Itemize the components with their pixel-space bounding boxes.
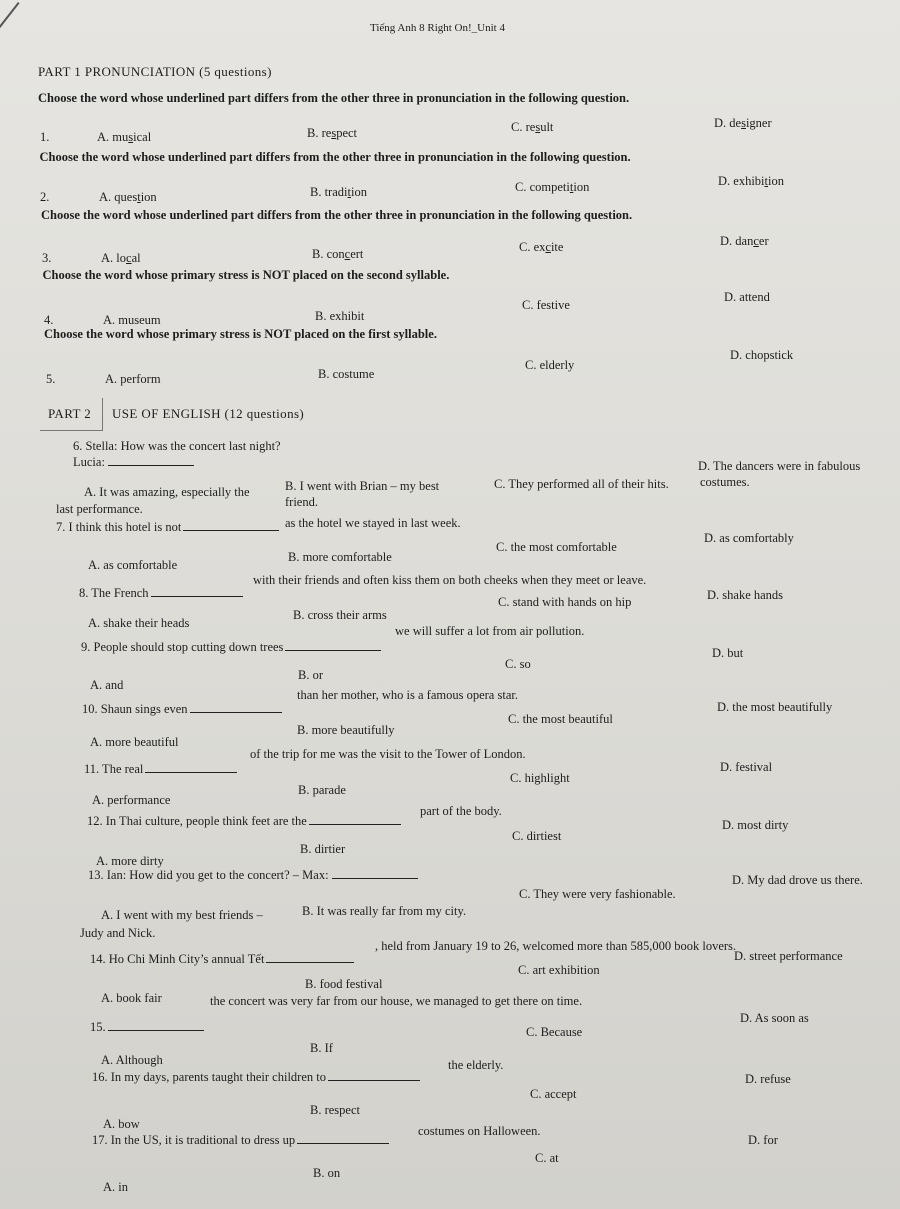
underlined-letter: s	[128, 130, 134, 144]
q16-stem-text: 16. In my days, parents taught their children to	[92, 1070, 326, 1084]
q16-option-a[interactable]: A. bow	[103, 1117, 140, 1131]
underlined-letter: t	[347, 185, 351, 199]
q15-option-d[interactable]: D. As soon as	[740, 1011, 809, 1025]
option-text: D. de	[714, 116, 742, 130]
q14-option-c[interactable]: C. art exhibition	[518, 963, 600, 977]
option-text: A. ques	[99, 190, 138, 204]
q13-option-d[interactable]: D. My dad drove us there.	[732, 873, 863, 887]
q14-stem-continuation: , held from January 19 to 26, welcomed more than 585,000 book lovers.	[375, 939, 737, 953]
q12-blank[interactable]	[309, 814, 401, 825]
q6-stem: 6. Stella: How was the concert last night?	[73, 439, 281, 453]
option-text: A. mu	[97, 130, 129, 144]
q17-option-b[interactable]: B. on	[313, 1166, 341, 1180]
q6-lucia	[73, 455, 194, 470]
q6-option-b-line2[interactable]: friend.	[285, 495, 318, 509]
q2-option-d[interactable]	[718, 174, 784, 189]
pen-mark	[0, 2, 20, 43]
q11-option-d[interactable]: D. festival	[720, 760, 773, 774]
underlined-letter: t	[569, 180, 574, 194]
q8-option-d[interactable]: D. shake hands	[707, 588, 784, 602]
underlined-letter: t	[764, 174, 769, 188]
option-text: C. ex	[519, 240, 546, 254]
q2-option-b[interactable]	[310, 185, 367, 200]
underlined-letter: s	[331, 126, 337, 140]
underlined-letter: t	[137, 190, 141, 204]
q13-blank[interactable]	[332, 868, 418, 879]
q10-stem-continuation: than her mother, who is a famous opera star.	[297, 688, 518, 702]
q8-stem-text: 8. The French	[79, 586, 149, 600]
q4-option-d[interactable]	[724, 290, 770, 305]
q12-option-d[interactable]: D. most dirty	[722, 818, 789, 832]
q17-option-d[interactable]: D. for	[748, 1133, 778, 1147]
q7-stem-continuation: as the hotel we stayed in last week.	[285, 516, 461, 530]
q17-stem-continuation: costumes on Halloween.	[418, 1124, 541, 1138]
q16-stem	[92, 1070, 420, 1085]
q17-option-a[interactable]: A. in	[103, 1180, 128, 1194]
q1-instruction: Choose the word whose underlined part differs from the other three in pronunciation in the following question.	[38, 91, 630, 105]
q15-option-b[interactable]: B. If	[310, 1041, 333, 1055]
q9-stem-continuation: we will suffer a lot from air pollution.	[395, 624, 585, 638]
q4-option-b[interactable]	[315, 309, 364, 324]
q2-option-c[interactable]	[515, 180, 589, 195]
option-text: C. re	[511, 120, 536, 134]
option-text: ion	[768, 174, 784, 188]
q7-option-b[interactable]: B. more comfortable	[288, 550, 392, 564]
q6-option-b-line1[interactable]: B. I went with Brian – my best	[285, 479, 440, 493]
q10-option-b[interactable]: B. more beautifully	[297, 723, 395, 737]
q5-option-d[interactable]	[730, 348, 793, 363]
q10-blank[interactable]	[190, 702, 282, 713]
q14-stem	[90, 952, 354, 967]
q11-stem	[84, 762, 237, 777]
option-text: A. perform	[105, 372, 161, 386]
q12-option-c[interactable]: C. dirtiest	[512, 829, 562, 843]
q9-option-d[interactable]: D. but	[712, 646, 744, 660]
q9-stem-text: 9. People should stop cutting down trees	[81, 640, 284, 654]
option-text: D. attend	[724, 290, 770, 304]
option-text: C. festive	[522, 298, 570, 312]
q10-option-d[interactable]: D. the most beautifully	[717, 700, 833, 714]
q11-option-a[interactable]: A. performance	[92, 793, 171, 807]
q11-stem-text: 11. The real	[84, 762, 144, 776]
q3-option-a[interactable]	[101, 251, 141, 266]
option-text: ion	[573, 180, 590, 194]
option-text: B. costume	[318, 367, 375, 381]
option-text: A. lo	[101, 251, 126, 265]
q7-stem-text: 7. I think this hotel is not	[56, 520, 182, 534]
q13-option-b[interactable]: B. It was really far from my city.	[302, 904, 467, 918]
q3-option-b[interactable]	[312, 247, 363, 262]
part1-title: PART 1 PRONUNCIATION (5 questions)	[38, 64, 272, 79]
q14-option-d[interactable]: D. street performance	[734, 949, 843, 963]
q7-stem	[56, 520, 279, 535]
q5-option-b[interactable]	[318, 367, 374, 382]
option-text: ion	[350, 185, 367, 199]
q12-stem-text: 12. In Thai culture, people think feet are the	[87, 814, 307, 828]
q15-stem	[90, 1020, 204, 1035]
q14-option-a[interactable]: A. book fair	[101, 991, 162, 1005]
q6-lucia-label: Lucia:	[73, 455, 105, 469]
option-text: ult	[540, 120, 554, 134]
q3-number: 3.	[42, 251, 52, 265]
q5-number: 5.	[46, 372, 56, 386]
q8-stem-continuation: with their friends and often kiss them on both cheeks when they meet or leave.	[253, 573, 647, 587]
option-text: D. exhibi	[718, 174, 765, 188]
option-text: B. exhibit	[315, 309, 365, 323]
option-text: ite	[550, 240, 564, 254]
q17-stem-text: 17. In the US, it is traditional to dress up	[92, 1133, 296, 1147]
q2-number: 2.	[40, 190, 50, 204]
q13-option-a-line1[interactable]: A. I went with my best friends –	[101, 908, 263, 922]
q11-option-c[interactable]: C. highlight	[510, 771, 570, 785]
option-text: ion	[140, 190, 157, 204]
q9-blank[interactable]	[285, 640, 381, 651]
option-text: B. tradi	[310, 185, 348, 199]
q5-instruction: Choose the word whose primary stress is NOT placed on the first syllable.	[44, 327, 437, 341]
option-text: igner	[745, 116, 772, 130]
q7-option-a[interactable]: A. as comfortable	[88, 558, 178, 572]
page-header-title: Tiếng Anh 8 Right On!_Unit 4	[370, 22, 505, 34]
q8-option-c[interactable]: C. stand with hands on hip	[498, 595, 632, 609]
option-text: D. dan	[720, 234, 754, 248]
underlined-letter: s	[535, 120, 541, 134]
q16-option-b[interactable]: B. respect	[310, 1103, 360, 1117]
option-text: er	[758, 234, 769, 248]
q16-option-d[interactable]: D. refuse	[745, 1072, 791, 1086]
q16-stem-continuation: the elderly.	[448, 1058, 504, 1072]
q3-option-d[interactable]	[720, 234, 769, 249]
q13-stem	[88, 868, 418, 883]
option-text: C. competi	[515, 180, 570, 194]
q11-stem-continuation: of the trip for me was the visit to the Tower of London.	[250, 747, 526, 761]
q10-stem-text: 10. Shaun sings even	[82, 702, 188, 716]
q10-stem	[82, 702, 282, 717]
q8-stem	[79, 586, 243, 601]
q11-blank[interactable]	[145, 762, 237, 773]
q1-number: 1.	[40, 130, 50, 144]
q16-option-c[interactable]: C. accept	[530, 1087, 577, 1101]
option-text: A. museum	[103, 313, 161, 327]
option-text: pect	[336, 126, 358, 140]
option-text: D. chopstick	[730, 348, 794, 362]
q12-stem	[87, 814, 401, 829]
q10-option-a[interactable]: A. more beautiful	[90, 735, 179, 749]
option-text: B. re	[307, 126, 332, 140]
q3-instruction: Choose the word whose underlined part differs from the other three in pronunciation in the following question.	[41, 208, 633, 222]
q16-blank[interactable]	[328, 1070, 420, 1081]
q8-blank[interactable]	[151, 586, 243, 597]
underlined-letter: c	[753, 234, 759, 248]
q6-option-a-line1[interactable]: A. It was amazing, especially the	[84, 485, 250, 499]
q7-blank[interactable]	[183, 520, 279, 531]
q14-option-b[interactable]: B. food festival	[305, 977, 383, 991]
option-text: B. con	[312, 247, 345, 261]
q2-option-a[interactable]	[99, 190, 157, 205]
underlined-letter: s	[741, 116, 746, 130]
q13-stem-text: 13. Ian: How did you get to the concert? – Max:	[88, 868, 329, 882]
q15-option-c[interactable]: C. Because	[526, 1025, 583, 1039]
q6-option-d-line2[interactable]: costumes.	[700, 475, 750, 489]
q11-option-b[interactable]: B. parade	[298, 783, 346, 797]
underlined-letter: c	[344, 247, 351, 261]
q5-option-c[interactable]	[525, 358, 574, 373]
q1-option-c[interactable]	[511, 120, 553, 135]
q17-blank[interactable]	[297, 1133, 389, 1144]
option-text: C. elderly	[525, 358, 575, 372]
q14-stem-text: 14. Ho Chi Minh City’s annual Tết	[90, 952, 265, 966]
q15-blank[interactable]	[108, 1020, 204, 1031]
q17-option-c[interactable]: C. at	[535, 1151, 559, 1165]
part2-title: USE OF ENGLISH (12 questions)	[112, 406, 305, 421]
underlined-letter: c	[126, 251, 132, 265]
q6-blank[interactable]	[108, 455, 194, 466]
underlined-letter: c	[545, 240, 551, 254]
q8-option-a[interactable]: A. shake their heads	[88, 616, 190, 630]
q10-option-c[interactable]: C. the most beautiful	[508, 712, 613, 726]
q4-option-a[interactable]	[103, 313, 161, 328]
q6-option-c[interactable]: C. They performed all of their hits.	[494, 477, 669, 491]
q12-stem-continuation: part of the body.	[420, 804, 502, 818]
q5-option-a[interactable]	[105, 372, 161, 387]
q1-option-b[interactable]	[307, 126, 357, 141]
q9-stem	[81, 640, 381, 655]
q8-option-b[interactable]: B. cross their arms	[293, 608, 387, 622]
q2-instruction: Choose the word whose underlined part differs from the other three in pronunciation in the following question.	[39, 150, 631, 164]
q13-option-a-line2[interactable]: Judy and Nick.	[80, 926, 156, 940]
q4-instruction: Choose the word whose primary stress is NOT placed on the second syllable.	[42, 268, 450, 282]
q15-stem-continuation: the concert was very far from our house, we managed to get there on time.	[210, 994, 583, 1008]
q9-option-a[interactable]: A. and	[90, 678, 124, 692]
q9-option-b[interactable]: B. or	[298, 668, 323, 682]
q17-stem	[92, 1133, 389, 1148]
option-text: ical	[133, 130, 152, 144]
q6-option-d-line1[interactable]: D. The dancers were in fabulous	[698, 459, 861, 473]
q13-option-c[interactable]: C. They were very fashionable.	[519, 887, 676, 901]
option-text: al	[131, 251, 141, 265]
q12-option-a[interactable]: A. more dirty	[96, 854, 164, 868]
q4-number: 4.	[44, 313, 54, 327]
option-text: ert	[350, 247, 364, 261]
q14-blank[interactable]	[266, 952, 354, 963]
part2-label: PART 2	[48, 406, 92, 421]
q4-option-c[interactable]	[522, 298, 570, 313]
q1-option-a[interactable]	[97, 130, 151, 145]
q9-option-c[interactable]: C. so	[505, 657, 531, 671]
q7-option-d[interactable]: D. as comfortably	[704, 531, 794, 545]
q3-option-c[interactable]	[519, 240, 563, 255]
q15-stem-text: 15.	[90, 1020, 106, 1034]
q1-option-d[interactable]	[714, 116, 772, 131]
q6-option-a-line2[interactable]: last performance.	[56, 502, 143, 516]
q12-option-b[interactable]: B. dirtier	[300, 842, 346, 856]
q15-option-a[interactable]: A. Although	[101, 1053, 163, 1067]
q7-option-c[interactable]: C. the most comfortable	[496, 540, 617, 554]
